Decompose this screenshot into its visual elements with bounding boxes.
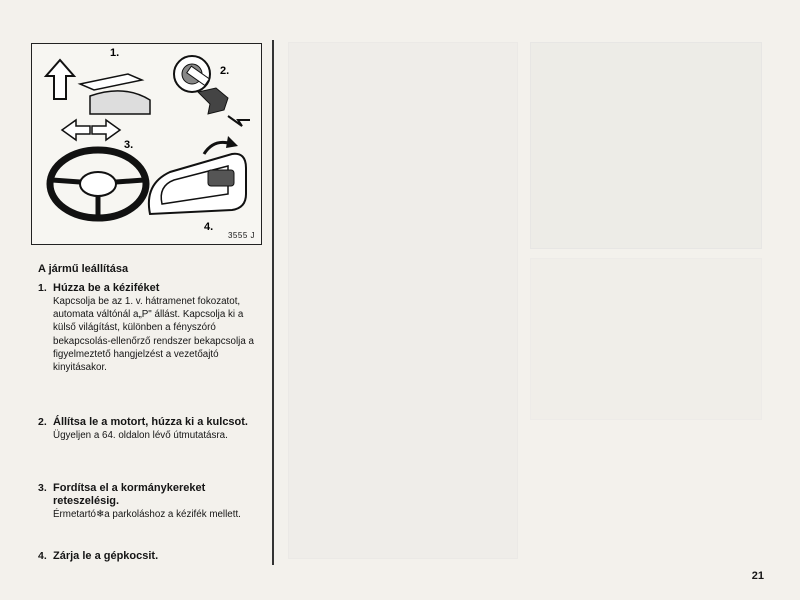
step-number: 4. (38, 550, 47, 562)
right-arrow-icon (92, 120, 120, 140)
step-heading: Zárja le a gépkocsit. (53, 550, 159, 562)
step-2 (38, 416, 268, 442)
column-divider (272, 40, 274, 565)
bleed-through-text (530, 258, 762, 420)
svg-text:4.: 4. (204, 221, 214, 233)
step-number: 2. (38, 416, 47, 428)
door-lock-key-icon (208, 170, 234, 186)
parking-steps-drawing (32, 44, 261, 244)
rotate-arrow-icon (228, 116, 250, 126)
svg-text:1.: 1. (110, 47, 120, 59)
step-4 (38, 550, 268, 563)
figure-code: 3555 J (227, 231, 255, 240)
bleed-through-column (288, 42, 518, 559)
step-number: 3. (38, 482, 47, 494)
step-heading: Állítsa le a motort, húzza ki a kulcsot. (53, 416, 248, 428)
svg-text:3.: 3. (124, 139, 134, 151)
step-text: Érmetartó❄a parkoláshoz a kézifék mellett. (53, 509, 241, 520)
left-arrow-icon (62, 120, 90, 140)
svg-text:2.: 2. (220, 65, 230, 77)
bleed-through-image (530, 42, 762, 249)
step-heading: Húzza be a kéziféket (53, 282, 160, 294)
step-1 (38, 282, 268, 374)
handbrake-lever-icon (80, 74, 142, 90)
step-number: 1. (38, 282, 47, 294)
section-title: A jármű leállítása (38, 263, 129, 275)
page-number: 21 (751, 570, 764, 582)
up-arrow-icon (46, 60, 74, 99)
step-text: Ügyeljen a 64. oldalon lévő útmutatásra. (53, 430, 228, 441)
parking-illustration (31, 43, 262, 245)
step-3 (38, 482, 268, 521)
step-text: Kapcsolja be az 1. v. hátramenet fokozatot, automata váltónál a„P" állást. Kapcsolja ki a külső világítást, különben a fényszóró bekapcsolás-ellenőrző rendszer bekapcsolja a figyelmeztető hangjelzést a vezetőajtó kinyitásakor. (53, 296, 254, 374)
step-heading: Fordítsa el a kormánykereket reteszelésig. (53, 482, 206, 507)
key-icon (198, 88, 228, 114)
